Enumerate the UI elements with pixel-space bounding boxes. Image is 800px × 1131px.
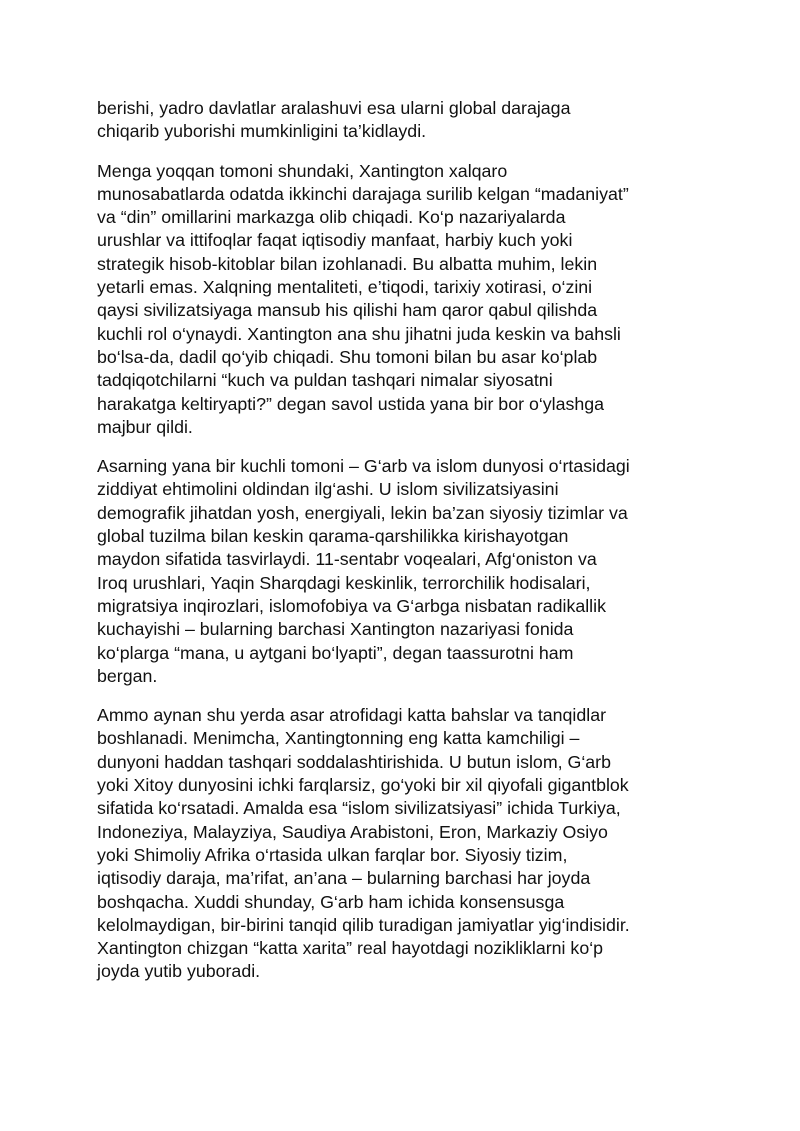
paragraph-1: berishi, yadro davlatlar aralashuvi esa ularni global darajaga chiqarib yuborishi mumkinligini ta’kidlaydi. bbox=[97, 98, 571, 142]
paragraph-3: Asarning yana bir kuchli tomoni – G‘arb va islom dunyosi o‘rtasidagi ziddiyat ehtimolini oldindan ilg‘ashi. U islom sivilizatsiyasini demografik jihatdan yosh, energiyali, lekin ba’zan siyosiy tizimlar va global tuzilma bilan keskin qarama-qarshilikka kirishayotgan maydon sifatida tasvirlaydi. 11-sentabr voqealari, Afg‘oniston va Iroq urushlari, Yaqin Sharqdagi keskinlik, terrorchilik hodisalari, migratsiya inqirozlari, islomofobiya va G‘arbga nisbatan radikallik kuchayishi – bularning barchasi Xantington nazariyasi fonida ko‘plarga “mana, u aytgani bo‘lyapti”, degan taassurotni ham bergan. bbox=[97, 456, 630, 686]
document-body bbox=[97, 97, 707, 1000]
paragraph-4: Ammo aynan shu yerda asar atrofidagi katta bahslar va tanqidlar boshlanadi. Menimcha, Xantingtonning eng katta kamchiligi – dunyoni haddan tashqari soddalashtirishida. U butun islom, G‘arb yoki Xitoy dunyosini ichki farqlarsiz, go‘yoki bir xil qiyofali gigantblok sifatida ko‘rsatadi. Amalda esa “islom sivilizatsiyasi” ichida Turkiya, Indoneziya, Malayziya, Saudiya Arabistoni, Eron, Markaziy Osiyo yoki Shimoliy Afrika o‘rtasida ulkan farqlar bor. Siyosiy tizim, iqtisodiy daraja, ma’rifat, an’ana – bularning barchasi har joyda boshqacha. Xuddi shunday, G‘arb ham ichida konsensusga kelolmaydigan, bir-birini tanqid qilib turadigan jamiyatlar yig‘indisidir. Xantington chizgan “katta xarita” real hayotdagi nozikliklarni ko‘p joyda yutib yuboradi. bbox=[97, 705, 630, 982]
paragraph-2: Menga yoqqan tomoni shundaki, Xantington xalqaro munosabatlarda odatda ikkinchi darajaga surilib kelgan “madaniyat” va “din” omillarini markazga olib chiqadi. Ko‘p nazariyalarda urushlar va ittifoqlar faqat iqtisodiy manfaat, harbiy kuch yoki strategik hisob-kitoblar bilan izohlanadi. Bu albatta muhim, lekin yetarli emas. Xalqning mentaliteti, e’tiqodi, tarixiy xotirasi, o‘zini qaysi sivilizatsiyaga mansub his qilishi ham qaror qabul qilishda kuchli rol o‘ynaydi. Xantington ana shu jihatni juda keskin va bahsli bo‘lsa-da, dadil qo‘yib chiqadi. Shu tomoni bilan bu asar ko‘plab tadqiqotchilarni “kuch va puldan tashqari nimalar siyosatni harakatga keltiryapti?” degan savol ustida yana bir bor o‘ylashga majbur qildi. bbox=[97, 160, 629, 437]
